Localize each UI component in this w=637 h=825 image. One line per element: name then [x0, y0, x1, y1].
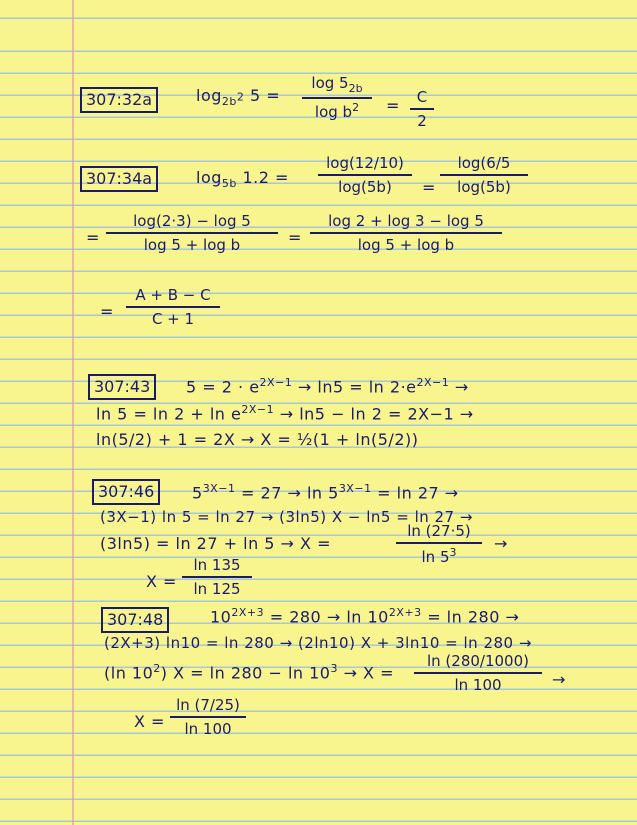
- p32-lhs-base: 2b: [221, 95, 237, 109]
- p34-line3-eq: =: [100, 302, 114, 321]
- p48-fraction-2: ln (7/25) ln 100: [170, 696, 246, 738]
- p46-line2: (3X−1) ln 5 = ln 27 → (3ln5) X − ln5 = ln 27 →: [100, 508, 473, 526]
- p34-fraction-4: log 2 + log 3 − log 5 log 5 + log b: [310, 212, 502, 254]
- p46-line1: $5^{3X-1} = 27 \to \ln 5^{3X-1} = \ln 27$ →: [192, 482, 459, 503]
- p48-line2: (2X+3) ln10 = ln 280 → (2ln10) X + 3ln10 = ln 280 →: [104, 634, 532, 652]
- p32-lhs-log: log: [196, 86, 222, 105]
- p32-fraction-num: $\log 5_{2b}$: [311, 74, 363, 95]
- problem-label-34a: 307:34a: [80, 166, 158, 192]
- p48-line3: (ln $10^2$) $X = \ln 280 - \ln 10^3 \to X$ =: [104, 662, 395, 683]
- p34-fraction-3: log(2·3) − log 5 log 5 + log b: [106, 212, 278, 254]
- p43-line3: ln(5/2) + 1 = 2X → X = ½(1 + ln(5/2)): [96, 430, 419, 449]
- p34-lhs: $\log_{5b} 1.2$ =: [196, 168, 289, 191]
- p48-line1: $10^{2X+3} = 280 \to \ln 10^{2X+3} = \ln 280$ →: [210, 606, 520, 627]
- p32-lhs: [196, 86, 280, 108]
- problem-label-46: 307:46: [92, 479, 160, 505]
- p32-fraction: [302, 74, 372, 121]
- p46-line3: (3ln5) = ln 27 + ln 5 → X =: [100, 534, 331, 553]
- p32-lhs-base-exp: 2: [236, 90, 245, 104]
- p48-fraction-1: ln (280/1000) ln 100: [414, 652, 542, 694]
- p32-fraction-den: $\log b^2$: [314, 101, 360, 121]
- p46-line3-arrow: →: [494, 534, 508, 553]
- problem-label-43: 307:43: [88, 374, 156, 400]
- problem-label-48: 307:48: [101, 607, 169, 633]
- p48-line3-arrow: →: [552, 670, 566, 689]
- p32-result: C 2: [410, 88, 434, 130]
- p48-x-eq: X =: [134, 712, 165, 731]
- p46-x-eq: X =: [146, 572, 177, 591]
- p34-eq1: =: [422, 178, 436, 197]
- margin-line: [72, 0, 74, 825]
- p34-line2-eq: =: [86, 228, 100, 247]
- p34-eq2: =: [288, 228, 302, 247]
- p32-lhs-arg: 5 =: [249, 86, 281, 105]
- p43-line1: $5 = 2 \cdot e^{2X-1} \to \ln 5 = \ln 2\cdot e^{2X-1}$ →: [186, 376, 469, 397]
- p46-fraction-1: ln (27·5) $\ln 5^3$: [396, 522, 482, 566]
- p32-eq: =: [386, 96, 400, 115]
- p43-line2: $\ln 5 = \ln 2 + \ln e^{2X-1} \to \ln 5 - \ln 2 = 2X-1$ →: [96, 403, 474, 424]
- p34-fraction-2: log(6/5 log(5b): [440, 154, 528, 196]
- problem-label-32a: 307:32a: [80, 87, 158, 113]
- p34-fraction-5: A + B − C C + 1: [126, 286, 220, 328]
- p34-fraction-1: log(12/10) log(5b): [318, 154, 412, 196]
- p46-fraction-2: ln 135 ln 125: [182, 556, 252, 598]
